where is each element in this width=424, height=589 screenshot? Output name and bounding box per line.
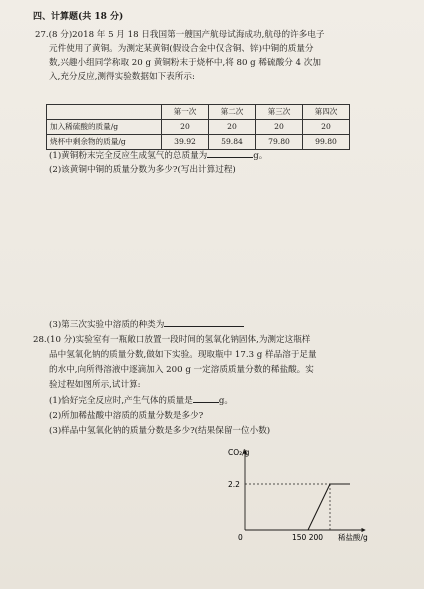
table-cell: 20 — [162, 120, 209, 135]
q28-line-2: 品中氢氧化钠的质量分数,做如下实验。现取瓶中 17.3 g 样品溶于足量 — [49, 350, 317, 360]
q27-sub1-unit: g。 — [253, 151, 268, 161]
co2-curve — [245, 484, 350, 530]
origin-label: 0 — [238, 533, 243, 542]
table-header-cell: 第一次 — [162, 105, 209, 120]
table-header-cell: 第三次 — [256, 105, 303, 120]
table-cell — [47, 105, 162, 120]
y-axis-label: CO₂/g — [228, 448, 250, 457]
q28-line-3: 的水中,向所得溶液中逐滴加入 200 g 一定溶质质量分数的稀盐酸。实 — [49, 365, 314, 375]
answer-blank[interactable] — [164, 326, 244, 327]
table-row — [47, 135, 350, 150]
y-tick-label: 2.2 — [228, 480, 240, 489]
q28-sub3: (3)样品中氢氧化钠的质量分数是多少?(结果保留一位小数) — [49, 426, 271, 436]
q27-line-4: 入,充分反应,测得实验数据如下表所示: — [49, 72, 195, 82]
q27-sub1-text: (1)黄铜粉末完全反应生成氢气的总质量为 — [49, 151, 208, 161]
q27-sub2: (2)该黄铜中铜的质量分数为多少?(写出计算过程) — [49, 165, 236, 175]
q27-line-3: 数,兴趣小组同学称取 20 g 黄铜粉末于烧杯中,将 80 g 稀硫酸分 4 次加 — [49, 58, 321, 68]
co2-graph — [220, 444, 370, 548]
q27-line-1: 27.(8 分)2018 年 5 月 18 日我国第一艘国产航母试海成功,航母的许多电子 — [35, 30, 325, 40]
table-cell: 20 — [303, 120, 350, 135]
q28-sub1-unit: g。 — [218, 396, 233, 406]
q27-line-2: 元件使用了黄铜。为测定某黄铜(假设合金中仅含铜、锌)中铜的质量分 — [49, 44, 314, 54]
experiment-data-table — [46, 104, 350, 150]
table-cell: 79.80 — [256, 135, 303, 150]
table-row — [47, 120, 350, 135]
q28-sub1-text: (1)恰好完全反应时,产生气体的质量是 — [49, 396, 193, 406]
q27-sub1 — [49, 151, 267, 161]
answer-blank[interactable] — [193, 402, 219, 403]
table-cell: 39.92 — [162, 135, 209, 150]
table-row-label: 加入稀硫酸的质量/g — [47, 120, 162, 135]
table-row — [47, 105, 350, 120]
table-header-cell: 第四次 — [303, 105, 350, 120]
q27-sub3-text: (3)第三次实验中溶质的种类为 — [49, 320, 165, 330]
table-cell: 20 — [256, 120, 303, 135]
table-cell: 99.80 — [303, 135, 350, 150]
x-axis-label: 稀盐酸/g — [338, 533, 368, 542]
table-cell: 59.84 — [209, 135, 256, 150]
q28-line-1: 28.(10 分)实验室有一瓶敞口放置一段时间的氢氧化钠固体,为测定这瓶样 — [33, 335, 311, 345]
q28-line-4: 验过程如图所示,试计算: — [49, 380, 141, 390]
table-cell: 20 — [209, 120, 256, 135]
section-title: 四、计算题(共 18 分) — [33, 12, 124, 22]
answer-blank[interactable] — [207, 157, 253, 158]
q27-sub3 — [49, 320, 244, 330]
q28-sub2: (2)所加稀盐酸中溶质的质量分数是多少? — [49, 411, 204, 421]
x-tick-labels: 150 200 — [292, 533, 324, 542]
table-row-label: 烧杯中剩余物的质量/g — [47, 135, 162, 150]
table-header-cell: 第二次 — [209, 105, 256, 120]
q28-sub1 — [49, 396, 233, 406]
